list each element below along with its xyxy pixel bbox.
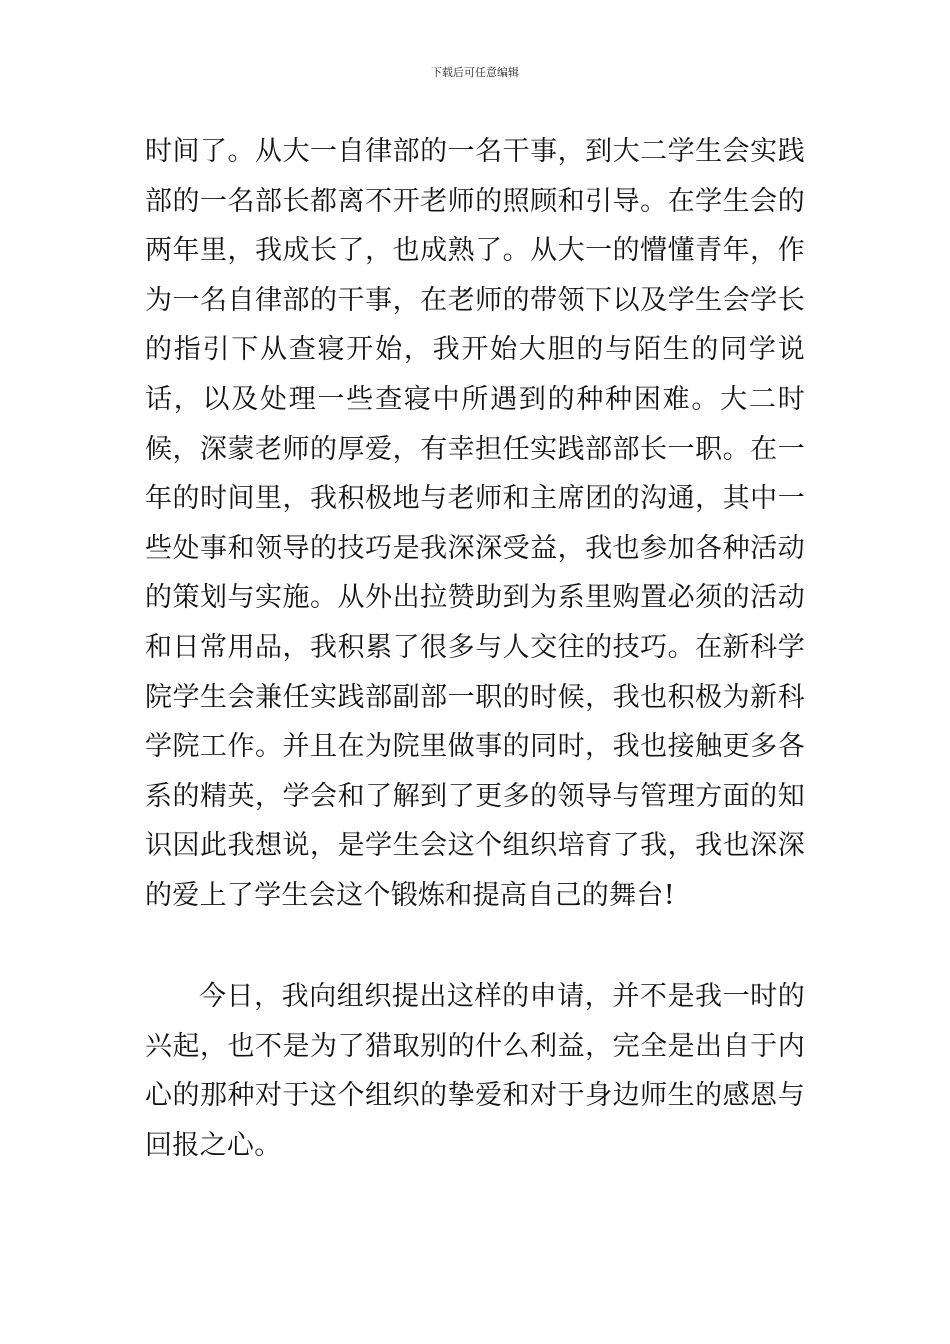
page-header: 下载后可任意编辑 xyxy=(431,66,519,79)
body-paragraph-1: 时间了。从大一自律部的一名干事，到大二学生会实践部的一名部长都离不开老师的照顾和引导。在学生会的两年里，我成长了，也成熟了。从大一的懵懂青年，作为一名自律部的干事，在老师的带领下以及学生会学长的指引下从查寝开始，我开始大胆的与陌生的同学说话，以及处理一些查寝中所遇到的种种困难。大二时候，深蒙老师的厚爱，有幸担任实践部部长一职。在一年的时间里，我积极地与老师和主席团的沟通，其中一些处事和领导的技巧是我深深受益，我也参加各种活动的策划与实施。从外出拉赞助到为系里购置必须的活动和日常用品，我积累了很多与人交往的技巧。在新科学院学生会兼任实践部副部一职的时候，我也积极为新科学院工作。并且在为院里做事的同时，我也接触更多各系的精英，学会和了解到了更多的领导与管理方面的知识因此我想说，是学生会这个组织培育了我，我也深深的爱上了学生会这个锻炼和提高自己的舞台! xyxy=(145,136,805,911)
body-paragraph-2: 今日，我向组织提出这样的申请，并不是我一时的兴起，也不是为了猎取别的什么利益，完全是出自于内心的那种对于这个组织的挚爱和对于身边师生的感恩与回报之心。 xyxy=(145,981,805,1161)
